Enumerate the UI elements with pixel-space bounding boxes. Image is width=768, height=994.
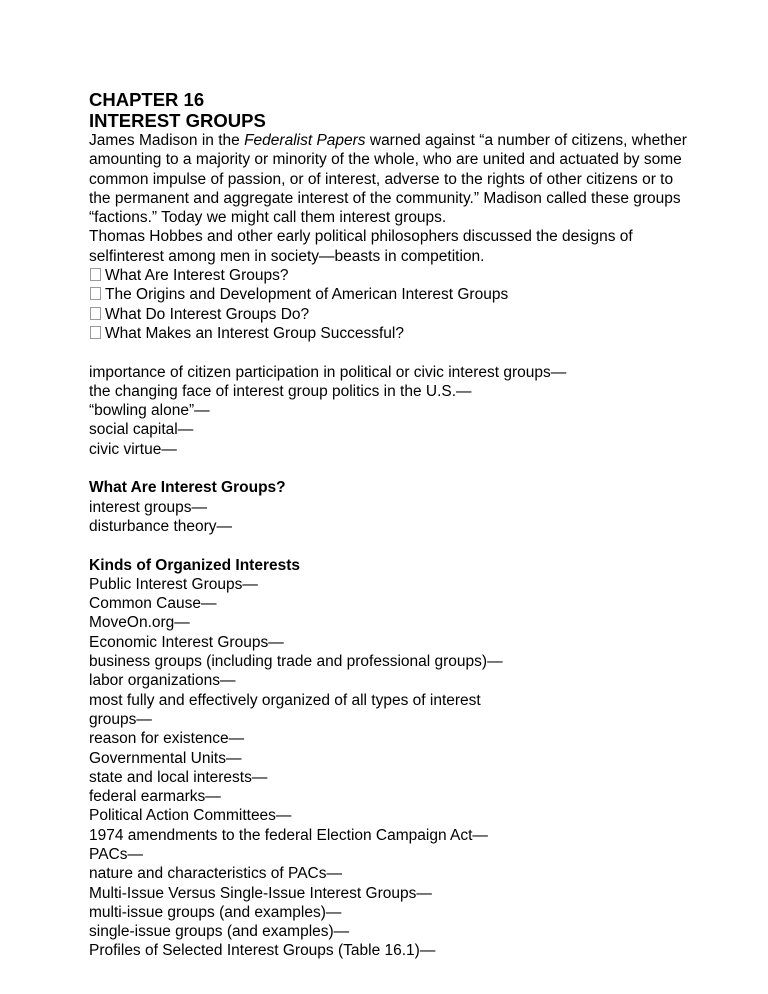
- document-page: [89, 89, 709, 961]
- outline-item: [89, 305, 709, 324]
- intro-line: common impulse of passion, or of interest, adverse to the rights of other citizens or to: [89, 170, 674, 188]
- intro-line: the permanent and aggregate interest of the community.” Madison called these groups: [89, 189, 681, 207]
- term-item: groups—: [89, 710, 152, 728]
- term-item: Political Action Committees—: [89, 807, 292, 825]
- themes-list: [89, 363, 709, 459]
- outline-item: [89, 266, 709, 285]
- theme-item: the changing face of interest group politics in the U.S.—: [89, 382, 472, 400]
- term-item: PACs—: [89, 845, 143, 863]
- outline-item-label: What Do Interest Groups Do?: [105, 305, 310, 323]
- term-item: multi-issue groups (and examples)—: [89, 903, 342, 921]
- term-item: interest groups—: [89, 498, 208, 516]
- bullet-box-icon: [90, 326, 101, 339]
- section-kinds-of-organized-interests: [89, 556, 709, 961]
- term-item: Common Cause—: [89, 595, 217, 613]
- intro-line: amounting to a majority or minority of the whole, who are united and actuated by some: [89, 151, 682, 169]
- bullet-box-icon: [90, 287, 101, 300]
- theme-item: civic virtue—: [89, 440, 177, 458]
- term-item: labor organizations—: [89, 672, 236, 690]
- term-item: federal earmarks—: [89, 788, 221, 806]
- term-item: Multi-Issue Versus Single-Issue Interest Groups—: [89, 884, 432, 902]
- intro-text: James Madison in the: [89, 132, 245, 149]
- outline-item-label: The Origins and Development of American Interest Groups: [105, 286, 509, 304]
- intro-line: Thomas Hobbes and other early political philosophers discussed the designs of: [89, 228, 633, 246]
- outline-item: [89, 285, 709, 304]
- intro-text: warned against “a number of citizens, whether: [365, 132, 687, 149]
- term-item: MoveOn.org—: [89, 614, 190, 632]
- term-item: Governmental Units—: [89, 749, 242, 767]
- term-item: most fully and effectively organized of all types of interest: [89, 691, 481, 709]
- section-heading: What Are Interest Groups?: [89, 479, 286, 497]
- bullet-box-icon: [90, 268, 101, 281]
- outline-item-label: What Makes an Interest Group Successful?: [105, 324, 404, 342]
- term-item: Public Interest Groups—: [89, 575, 258, 593]
- term-item: 1974 amendments to the federal Election Campaign Act—: [89, 826, 488, 844]
- intro-line: “factions.” Today we might call them interest groups.: [89, 209, 447, 227]
- outline-list: [89, 266, 709, 343]
- theme-item: importance of citizen participation in political or civic interest groups—: [89, 363, 567, 381]
- outline-item-label: What Are Interest Groups?: [105, 267, 289, 285]
- section-what-are-interest-groups: [89, 478, 709, 536]
- intro-line: [89, 131, 709, 150]
- theme-item: social capital—: [89, 421, 194, 439]
- theme-item: “bowling alone”—: [89, 402, 210, 420]
- outline-item: [89, 324, 709, 343]
- term-item: Profiles of Selected Interest Groups (Table 16.1)—: [89, 942, 436, 960]
- term-item: reason for existence—: [89, 730, 245, 748]
- term-item: single-issue groups (and examples)—: [89, 923, 350, 941]
- term-item: nature and characteristics of PACs—: [89, 865, 342, 883]
- term-item: Economic Interest Groups—: [89, 633, 284, 651]
- term-item: state and local interests—: [89, 768, 268, 786]
- book-title: Federalist Papers: [244, 132, 366, 149]
- term-item: business groups (including trade and professional groups)—: [89, 653, 503, 671]
- section-heading: Kinds of Organized Interests: [89, 556, 301, 574]
- chapter-number: CHAPTER 16: [89, 89, 205, 110]
- intro-paragraph: [89, 131, 709, 266]
- term-item: disturbance theory—: [89, 517, 233, 535]
- intro-line: selfinterest among men in society—beasts in competition.: [89, 247, 485, 265]
- chapter-title: INTEREST GROUPS: [89, 110, 266, 131]
- bullet-box-icon: [90, 307, 101, 320]
